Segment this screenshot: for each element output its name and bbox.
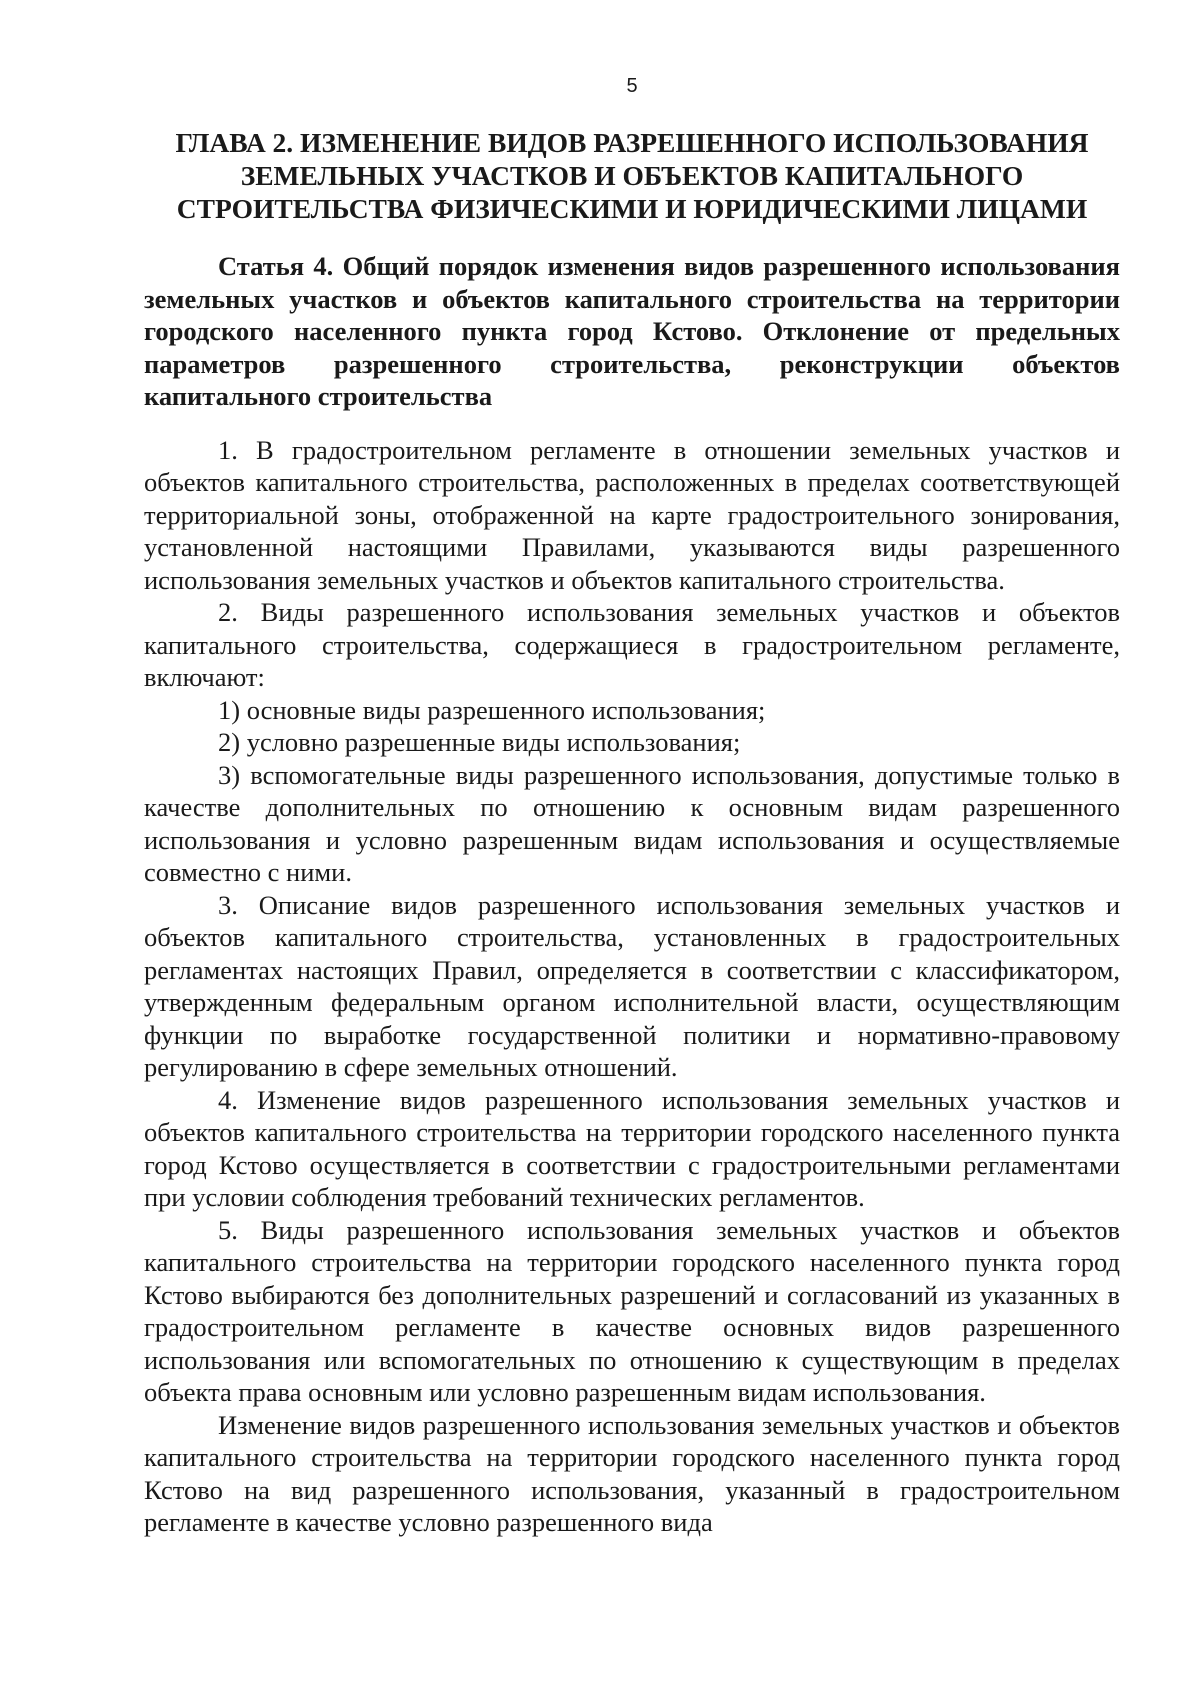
chapter-title: ГЛАВА 2. ИЗМЕНЕНИЕ ВИДОВ РАЗРЕШЕННОГО ИСПОЛЬЗОВАНИЯ ЗЕМЕЛЬНЫХ УЧАСТКОВ И ОБЪЕКТОВ КАПИТАЛЬНОГО СТРОИТЕЛЬСТВА ФИЗИЧЕСКИМИ И ЮРИДИЧЕСКИМИ ЛИЦАМИ <box>175 127 1089 224</box>
paragraph-3: 3. Описание видов разрешенного использования земельных участков и объектов капитального строительства, установленных в градостроительных регламентах настоящих Правил, определяется в соответствии с классификатором, утвержденным федеральным органом исполнительной власти, осуществляющим функции по выработке государственной политики и нормативно-правовому регулированию в сфере земельных отношений. <box>144 889 1120 1082</box>
article-body <box>144 434 1120 1539</box>
list-item-3: 3) вспомогательные виды разрешенного использования, допустимые только в качестве дополнительных по отношению к основным видам разрешенного использования и условно разрешенным видам использования и осуществляемые совместно с ними. <box>144 759 1120 887</box>
paragraph-4: 4. Изменение видов разрешенного использования земельных участков и объектов капитального строительства на территории городского населенного пункта город Кстово осуществляется в соответствии с градостроительными регламентами при условии соблюдения требований технических регламентов. <box>144 1084 1120 1212</box>
paragraph-2: 2. Виды разрешенного использования земельных участков и объектов капитального строительства, содержащиеся в градостроительном регламенте, включают: <box>144 597 1120 692</box>
list-item-2: 2) условно разрешенные виды использования; <box>218 727 741 757</box>
list-item-1: 1) основные виды разрешенного использования; <box>218 694 766 725</box>
paragraph-5: 5. Виды разрешенного использования земельных участков и объектов капитального строительства на территории городского населенного пункта город Кстово выбираются без дополнительных разрешений и согласований из указанных в градостроительном регламенте в качестве основных видов разрешенного использования или вспомогательных по отношению к существующим в пределах объекта права основным или условно разрешенным видам использования. <box>144 1214 1120 1407</box>
page-number: 5 <box>626 75 638 97</box>
article-title: Статья 4. Общий порядок изменения видов разрешенного использования земельных участков и объектов капитального строительства на территории городского населенного пункта город Кстово. Отклонение от предельных параметров разрешенного строительства, реконструкции объектов капитального строительства <box>144 251 1120 411</box>
paragraph-1: 1. В градостроительном регламенте в отношении земельных участков и объектов капитального строительства, расположенных в пределах соответствующей территориальной зоны, отображенной на карте градостроительного зонирования, установленной настоящими Правилами, указываются виды разрешенного использования земельных участков и объектов капитального строительства. <box>144 434 1120 595</box>
paragraph-continuation: Изменение видов разрешенного использования земельных участков и объектов капитального строительства на территории городского населенного пункта город Кстово на вид разрешенного использования, указанный в градостроительном регламенте в качестве условно разрешенного вида <box>144 1409 1120 1537</box>
